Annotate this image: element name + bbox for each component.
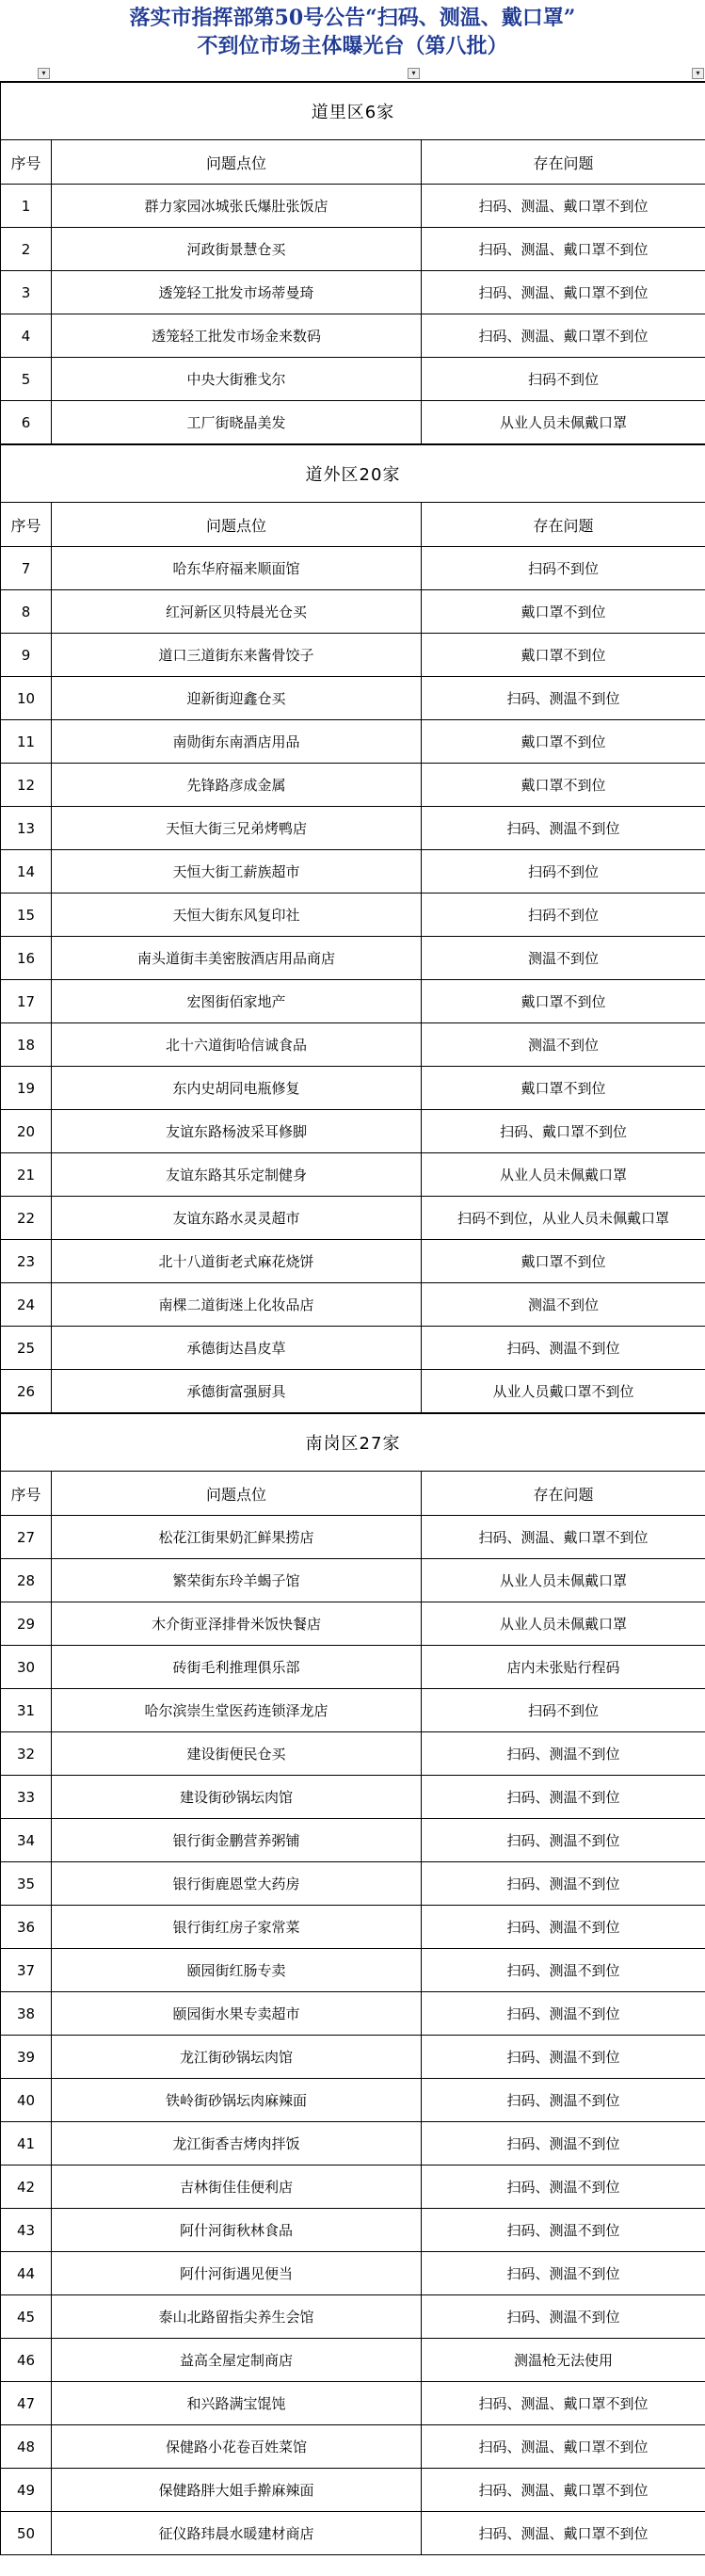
row-number: 7 [1,547,52,590]
table-row [1,1862,705,1906]
column-header-point: 问题点位 [52,140,422,185]
row-number: 45 [1,2295,52,2339]
table-row [1,764,705,807]
problem-location: 阿什河街遇见便当 [52,2252,422,2295]
row-number: 50 [1,2512,52,2555]
table-row [1,1819,705,1862]
row-number: 30 [1,1646,52,1689]
problem-issue: 扫码、测温、戴口罩不到位 [422,1516,705,1559]
table-row [1,2382,705,2425]
problem-issue: 扫码不到位，从业人员未佩戴口罩 [422,1197,705,1240]
row-number: 34 [1,1819,52,1862]
row-number: 22 [1,1197,52,1240]
problem-location: 河政街景慧仓买 [52,228,422,271]
problem-location: 南头道街丰美密胺酒店用品商店 [52,937,422,980]
table-row [1,1689,705,1732]
table-row [1,1646,705,1689]
problem-issue: 扫码、测温、戴口罩不到位 [422,2382,705,2425]
table-row [1,1110,705,1153]
problem-issue: 扫码、测温不到位 [422,2079,705,2122]
column-header-point: 问题点位 [52,1472,422,1516]
problem-issue: 扫码、测温不到位 [422,677,705,720]
problem-location: 繁荣街东玲羊蝎子馆 [52,1559,422,1602]
table-row [1,1197,705,1240]
problem-location: 透笼轻工批发市场金来数码 [52,314,422,358]
section-title: 道外区20家 [1,444,705,503]
problem-location: 保健路小花卷百姓菜馆 [52,2425,422,2469]
table-row [1,720,705,764]
problem-location: 颐园街红肠专卖 [52,1949,422,1992]
problem-location: 北十八道街老式麻花烧饼 [52,1240,422,1283]
problem-issue: 测温不到位 [422,937,705,980]
row-number: 18 [1,1023,52,1067]
row-number: 39 [1,2036,52,2079]
problem-location: 征仪路玮晨水暖建材商店 [52,2512,422,2555]
problem-issue: 从业人员戴口罩不到位 [422,1370,705,1414]
page-title [0,0,705,60]
row-number: 36 [1,1906,52,1949]
problem-location: 哈尔滨崇生堂医药连锁泽龙店 [52,1689,422,1732]
problem-location: 天恒大街三兄弟烤鸭店 [52,807,422,850]
table-row [1,401,705,445]
row-number: 11 [1,720,52,764]
problem-issue: 戴口罩不到位 [422,980,705,1023]
row-number: 48 [1,2425,52,2469]
problem-issue: 扫码、测温、戴口罩不到位 [422,185,705,228]
problem-location: 友谊东路杨波采耳修脚 [52,1110,422,1153]
table-row [1,1992,705,2036]
problem-location: 承德街富强厨具 [52,1370,422,1414]
problem-issue: 扫码、测温不到位 [422,2036,705,2079]
problem-location: 保健路胖大姐手擀麻辣面 [52,2469,422,2512]
row-number: 28 [1,1559,52,1602]
row-number: 49 [1,2469,52,2512]
row-number: 6 [1,401,52,445]
problem-issue: 扫码、测温、戴口罩不到位 [422,2469,705,2512]
table-row [1,1023,705,1067]
problem-issue: 扫码、测温不到位 [422,807,705,850]
problem-issue: 扫码不到位 [422,1689,705,1732]
table-row [1,314,705,358]
problem-location: 南棵二道街迷上化妆品店 [52,1283,422,1327]
table-row [1,1327,705,1370]
problem-issue: 从业人员未佩戴口罩 [422,1559,705,1602]
problem-location: 银行街红房子家常菜 [52,1906,422,1949]
row-number: 31 [1,1689,52,1732]
table-row [1,937,705,980]
table-row [1,980,705,1023]
row-number: 5 [1,358,52,401]
filter-dropdown-icon[interactable]: ▾ [38,68,50,79]
problem-location: 天恒大街工薪族超市 [52,850,422,894]
column-header-issue: 存在问题 [422,1472,705,1516]
row-number: 10 [1,677,52,720]
problem-location: 和兴路满宝馄饨 [52,2382,422,2425]
table-row [1,1559,705,1602]
row-number: 14 [1,850,52,894]
row-number: 27 [1,1516,52,1559]
table-row [1,2079,705,2122]
problem-issue: 扫码不到位 [422,850,705,894]
problem-issue: 戴口罩不到位 [422,1240,705,1283]
table-row [1,1283,705,1327]
problem-issue: 戴口罩不到位 [422,634,705,677]
filter-row [0,60,705,81]
table-row [1,1370,705,1414]
title-line-2: 不到位市场主体曝光台（第八批） [197,34,508,58]
exposure-table [0,81,705,2555]
table-row [1,1240,705,1283]
problem-location: 道口三道街东来酱骨饺子 [52,634,422,677]
problem-issue: 扫码不到位 [422,894,705,937]
problem-issue: 从业人员未佩戴口罩 [422,401,705,445]
row-number: 33 [1,1776,52,1819]
table-row [1,2036,705,2079]
problem-location: 宏图街佰家地产 [52,980,422,1023]
problem-issue: 扫码、测温、戴口罩不到位 [422,2512,705,2555]
problem-location: 东内史胡同电瓶修复 [52,1067,422,1110]
row-number: 41 [1,2122,52,2165]
problem-issue: 从业人员未佩戴口罩 [422,1153,705,1197]
problem-issue: 测温不到位 [422,1283,705,1327]
row-number: 29 [1,1602,52,1646]
problem-location: 南勋街东南酒店用品 [52,720,422,764]
problem-issue: 扫码、测温、戴口罩不到位 [422,228,705,271]
row-number: 13 [1,807,52,850]
problem-issue: 扫码、测温不到位 [422,1992,705,2036]
column-header-row [1,1472,705,1516]
table-row [1,2512,705,2555]
row-number: 4 [1,314,52,358]
row-number: 35 [1,1862,52,1906]
column-header-issue: 存在问题 [422,140,705,185]
row-number: 9 [1,634,52,677]
table-row [1,1732,705,1776]
problem-location: 承德街达昌皮草 [52,1327,422,1370]
problem-location: 群力家园冰城张氏爆肚张饭店 [52,185,422,228]
problem-location: 颐园街水果专卖超市 [52,1992,422,2036]
column-header-row [1,503,705,547]
problem-issue: 扫码、测温不到位 [422,2209,705,2252]
problem-location: 铁岭街砂锅坛肉麻辣面 [52,2079,422,2122]
problem-location: 松花江街果奶汇鲜果捞店 [52,1516,422,1559]
problem-location: 泰山北路留指尖养生会馆 [52,2295,422,2339]
table-row [1,2209,705,2252]
filter-dropdown-icon[interactable]: ▾ [692,68,704,79]
problem-location: 透笼轻工批发市场蒂曼琦 [52,271,422,314]
problem-issue: 扫码、测温不到位 [422,1776,705,1819]
problem-issue: 扫码、测温不到位 [422,2252,705,2295]
table-row [1,894,705,937]
problem-issue: 从业人员未佩戴口罩 [422,1602,705,1646]
table-row [1,677,705,720]
section-header-row [1,444,705,503]
table-row [1,850,705,894]
problem-location: 建设街便民仓买 [52,1732,422,1776]
table-row [1,271,705,314]
section-title: 道里区6家 [1,82,705,140]
problem-issue: 扫码、测温不到位 [422,1949,705,1992]
row-number: 19 [1,1067,52,1110]
problem-issue: 扫码、测温、戴口罩不到位 [422,314,705,358]
table-row [1,634,705,677]
table-row [1,1776,705,1819]
problem-issue: 扫码、测温不到位 [422,2295,705,2339]
column-header-issue: 存在问题 [422,503,705,547]
problem-issue: 扫码、测温不到位 [422,1906,705,1949]
problem-issue: 扫码、测温、戴口罩不到位 [422,271,705,314]
row-number: 25 [1,1327,52,1370]
row-number: 17 [1,980,52,1023]
table-row [1,2165,705,2209]
row-number: 46 [1,2339,52,2382]
row-number: 12 [1,764,52,807]
problem-location: 友谊东路水灵灵超市 [52,1197,422,1240]
problem-location: 龙江街砂锅坛肉馆 [52,2036,422,2079]
problem-issue: 扫码、测温不到位 [422,1862,705,1906]
column-header-row [1,140,705,185]
problem-issue: 扫码、测温、戴口罩不到位 [422,2425,705,2469]
row-number: 44 [1,2252,52,2295]
table-row [1,1906,705,1949]
section-title: 南岗区27家 [1,1413,705,1472]
section-header-row [1,82,705,140]
problem-issue: 戴口罩不到位 [422,720,705,764]
row-number: 15 [1,894,52,937]
row-number: 3 [1,271,52,314]
problem-issue: 扫码、测温不到位 [422,2122,705,2165]
table-row [1,1153,705,1197]
table-row [1,2425,705,2469]
problem-location: 友谊东路其乐定制健身 [52,1153,422,1197]
row-number: 21 [1,1153,52,1197]
problem-issue: 扫码、戴口罩不到位 [422,1110,705,1153]
problem-issue: 扫码不到位 [422,358,705,401]
problem-issue: 测温枪无法使用 [422,2339,705,2382]
table-row [1,1067,705,1110]
problem-issue: 扫码、测温不到位 [422,2165,705,2209]
table-row [1,590,705,634]
problem-location: 阿什河街秋林食品 [52,2209,422,2252]
row-number: 23 [1,1240,52,1283]
row-number: 37 [1,1949,52,1992]
row-number: 42 [1,2165,52,2209]
section-header-row [1,1413,705,1472]
row-number: 24 [1,1283,52,1327]
row-number: 38 [1,1992,52,2036]
problem-location: 工厂街晓晶美发 [52,401,422,445]
problem-location: 先锋路彦成金属 [52,764,422,807]
row-number: 2 [1,228,52,271]
row-number: 8 [1,590,52,634]
problem-issue: 扫码、测温不到位 [422,1732,705,1776]
title-line-1: 落实市指挥部第50号公告“扫码、测温、戴口罩” [129,6,576,30]
problem-location: 益高全屋定制商店 [52,2339,422,2382]
row-number: 1 [1,185,52,228]
table-row [1,807,705,850]
table-row [1,1516,705,1559]
row-number: 20 [1,1110,52,1153]
problem-location: 龙江街香吉烤肉拌饭 [52,2122,422,2165]
table-row [1,2469,705,2512]
problem-issue: 测温不到位 [422,1023,705,1067]
column-header-no: 序号 [1,1472,52,1516]
problem-location: 银行街鹿恩堂大药房 [52,1862,422,1906]
table-row [1,1949,705,1992]
table-row [1,1602,705,1646]
problem-location: 天恒大街东风复印社 [52,894,422,937]
problem-location: 中央大街雅戈尔 [52,358,422,401]
row-number: 16 [1,937,52,980]
row-number: 47 [1,2382,52,2425]
problem-location: 红河新区贝特晨光仓买 [52,590,422,634]
column-header-point: 问题点位 [52,503,422,547]
row-number: 26 [1,1370,52,1414]
filter-dropdown-icon[interactable]: ▾ [408,68,420,79]
row-number: 40 [1,2079,52,2122]
table-row [1,2122,705,2165]
table-row [1,547,705,590]
table-row [1,2252,705,2295]
problem-location: 哈东华府福来顺面馆 [52,547,422,590]
table-row [1,2295,705,2339]
problem-issue: 戴口罩不到位 [422,1067,705,1110]
table-row [1,358,705,401]
problem-location: 吉林街佳佳便利店 [52,2165,422,2209]
problem-issue: 扫码、测温不到位 [422,1819,705,1862]
table-row [1,185,705,228]
row-number: 43 [1,2209,52,2252]
problem-location: 北十六道街哈信诚食品 [52,1023,422,1067]
problem-location: 建设街砂锅坛肉馆 [52,1776,422,1819]
problem-issue: 店内未张贴行程码 [422,1646,705,1689]
column-header-no: 序号 [1,140,52,185]
problem-location: 木介街亚泽排骨米饭快餐店 [52,1602,422,1646]
problem-issue: 戴口罩不到位 [422,764,705,807]
problem-location: 砖街毛利推理俱乐部 [52,1646,422,1689]
problem-location: 银行街金鹏营养粥铺 [52,1819,422,1862]
row-number: 32 [1,1732,52,1776]
table-row [1,2339,705,2382]
table-row [1,228,705,271]
problem-location: 迎新街迎鑫仓买 [52,677,422,720]
column-header-no: 序号 [1,503,52,547]
problem-issue: 扫码不到位 [422,547,705,590]
problem-issue: 戴口罩不到位 [422,590,705,634]
problem-issue: 扫码、测温不到位 [422,1327,705,1370]
